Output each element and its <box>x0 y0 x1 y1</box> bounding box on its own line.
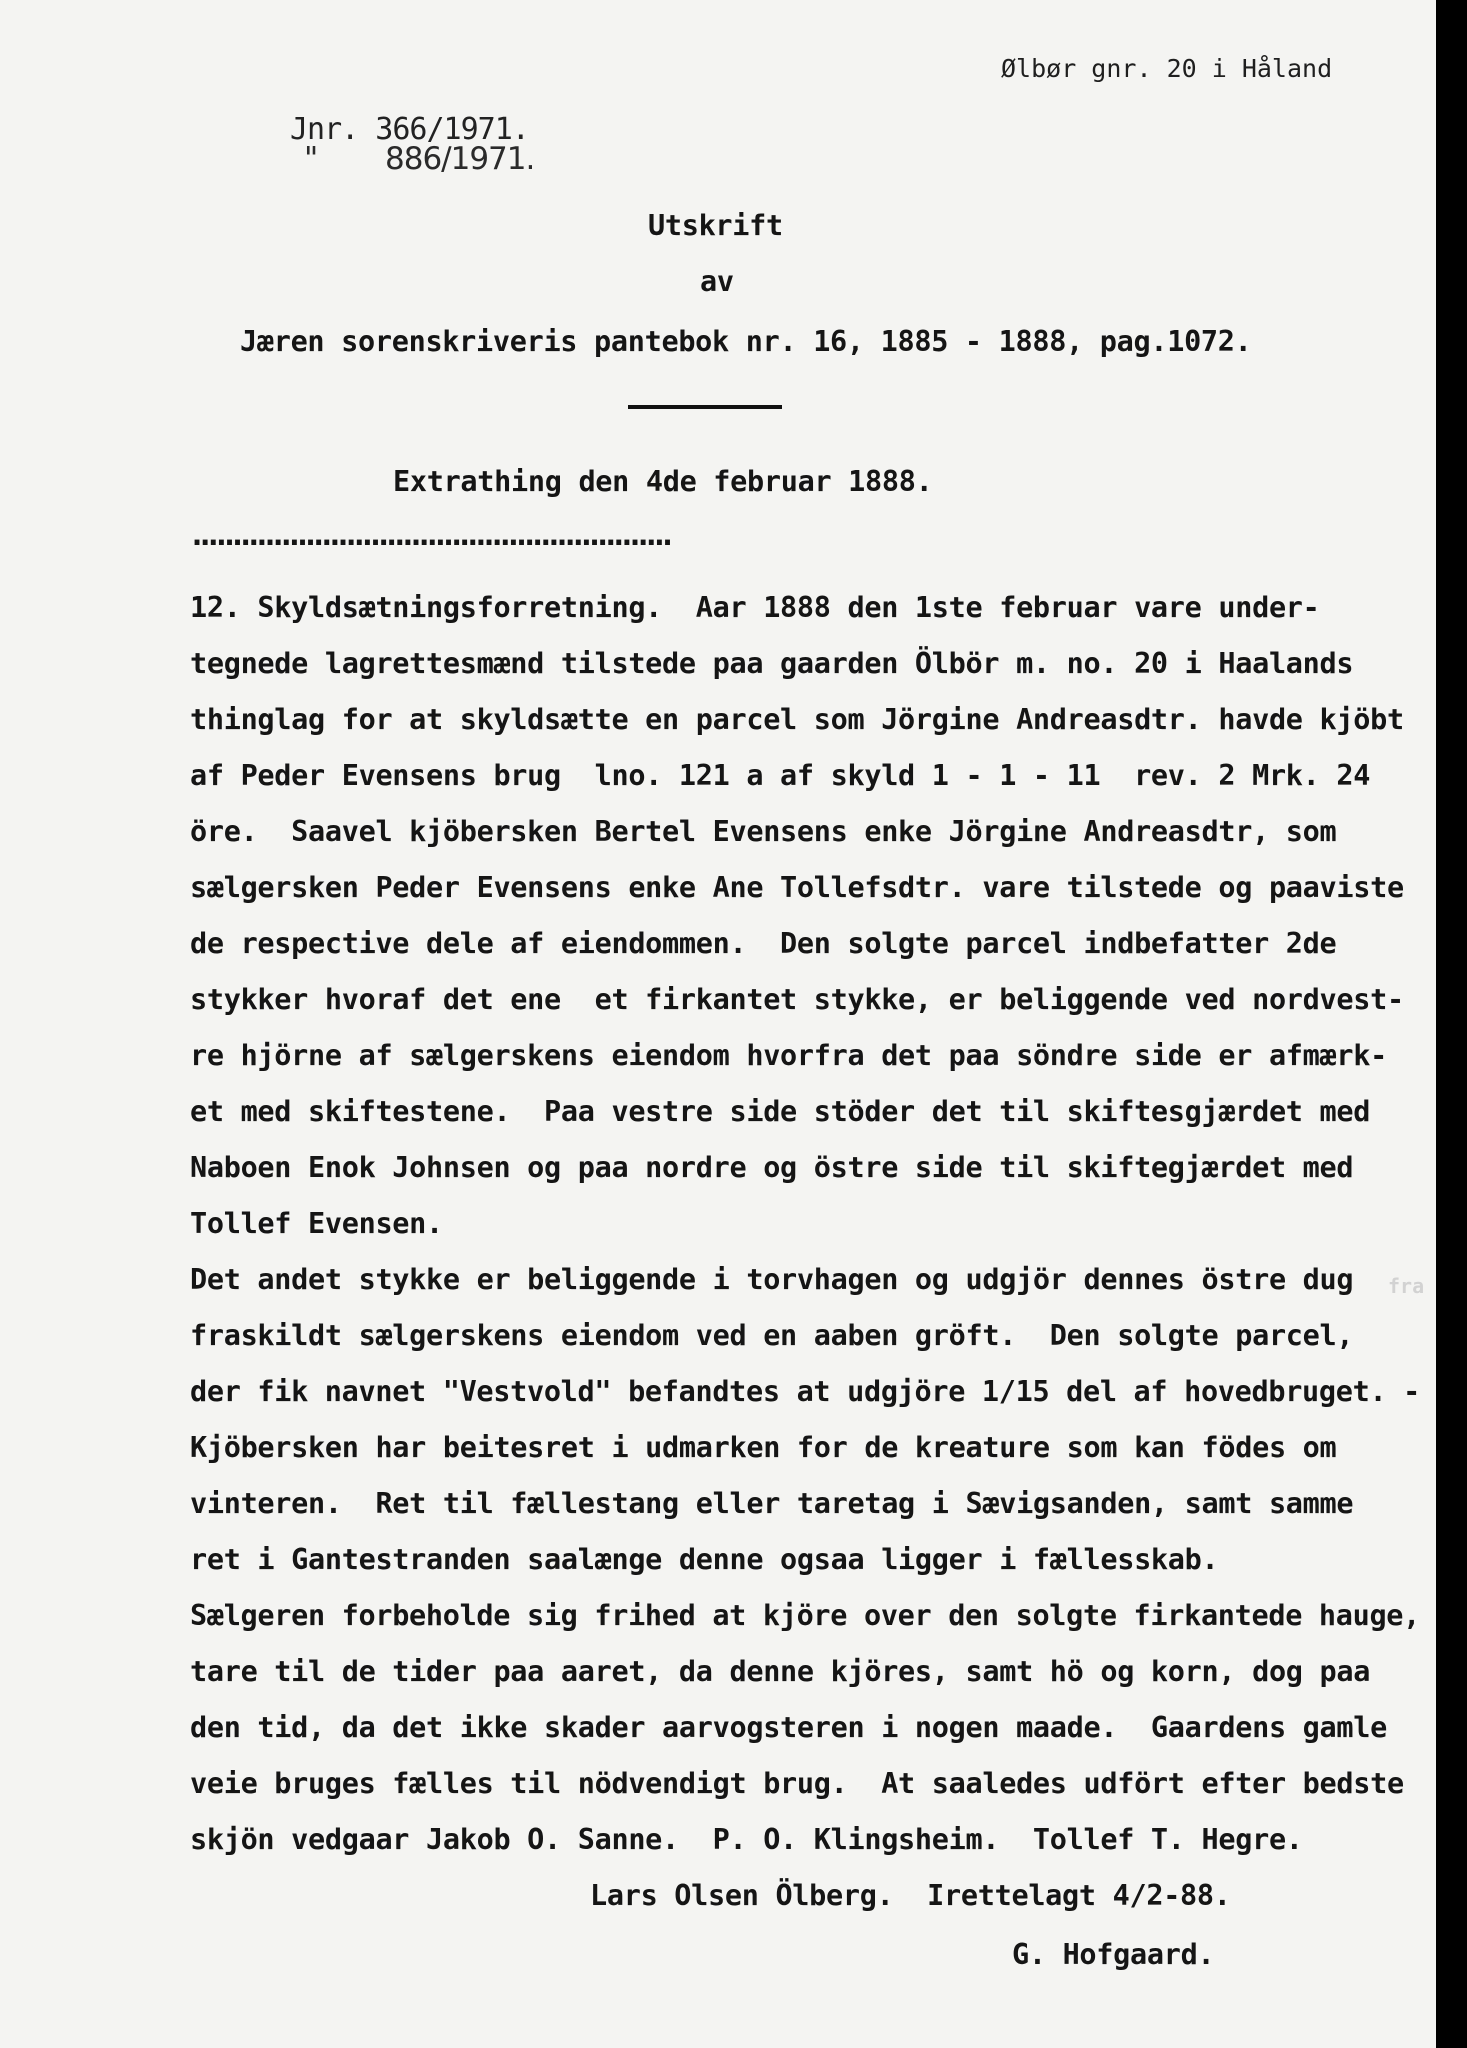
body-line-13: Det andet stykke er beliggende i torvhagen og udgjör dennes östre dug <box>190 1263 1354 1296</box>
body-line-2: tegnede lagrettesmænd tilstede paa gaarden Ölbör m. no. 20 i Haalands <box>190 647 1354 680</box>
journal-number-2-ditto-mark: " <box>304 141 319 177</box>
title-underline <box>628 405 782 409</box>
body-line-14: fraskildt sælgerskens eiendom ved en aaben gröft. Den solgte parcel, <box>190 1319 1354 1352</box>
top-right-reference: Ølbør gnr. 20 i Håland <box>1001 54 1333 83</box>
body-line-18: ret i Gantestranden saalænge denne ogsaa ligger i fællesskab. <box>190 1543 1219 1576</box>
body-line-16: Kjöbersken har beitesret i udmarken for de kreature som kan födes om <box>190 1431 1337 1464</box>
body-line-15: der fik navnet "Vestvold" befandtes at udgjöre 1/15 del af hovedbruget. - <box>190 1375 1420 1408</box>
body-line-4: af Peder Evensens brug lno. 121 a af skyld 1 - 1 - 11 rev. 2 Mrk. 24 <box>190 759 1371 792</box>
body-line-12: Tollef Evensen. <box>190 1207 443 1240</box>
body-line-9: re hjörne af sælgerskens eiendom hvorfra det paa söndre side er afmærk- <box>190 1039 1387 1072</box>
body-line-11: Naboen Enok Johnsen og paa nordre og östre side til skiftegjærdet med <box>190 1151 1354 1184</box>
body-line-1: 12. Skyldsætningsforretning. Aar 1888 den 1ste februar vare under- <box>190 591 1320 624</box>
journal-number-1: Jnr. 366/1971. <box>290 112 529 147</box>
title-source: Jæren sorenskriveris pantebok nr. 16, 1885 - 1888, pag.1072. <box>240 325 1252 358</box>
body-line-7: de respective dele af eiendommen. Den solgte parcel indbefatter 2de <box>190 927 1337 960</box>
body-line-20: tare til de tider paa aaret, da denne kjöres, samt hö og korn, dog paa <box>190 1655 1371 1688</box>
body-line-21: den tid, da det ikke skader aarvogsteren i nogen maade. Gaardens gamle <box>190 1711 1387 1744</box>
session-heading: Extrathing den 4de februar 1888. <box>393 465 933 498</box>
body-line-19: Sælgeren forbeholde sig frihed at kjöre over den solgte firkantede hauge, <box>190 1599 1420 1632</box>
body-line-6: sælgersken Peder Evensens enke Ane Tollefsdtr. vare tilstede og paaviste <box>190 871 1404 904</box>
body-line-22: veie bruges fælles til nödvendigt brug. At saaledes udfört efter bedste <box>190 1767 1404 1800</box>
faint-bleed-text: fra <box>1388 1274 1425 1298</box>
title-utskrift: Utskrift <box>648 209 783 242</box>
body-line-5: öre. Saavel kjöbersken Bertel Evensens enke Jörgine Andreasdtr, som <box>190 815 1337 848</box>
body-line-17: vinteren. Ret til fællestang eller taretag i Sævigsanden, samt samme <box>190 1487 1354 1520</box>
signature-line-2: G. Hofgaard. <box>1012 1938 1215 1971</box>
body-line-23: skjön vedgaar Jakob O. Sanne. P. O. Klingsheim. Tollef T. Hegre. <box>190 1823 1303 1856</box>
body-line-8: stykker hvoraf det ene et firkantet stykke, er beliggende ved nordvest- <box>190 983 1404 1016</box>
body-line-10: et med skiftestene. Paa vestre side stöder det til skiftesgjærdet med <box>190 1095 1371 1128</box>
dotted-separator: ........................................................... <box>188 518 667 553</box>
journal-number-2: 886/1971. <box>385 141 535 177</box>
body-line-3: thinglag for at skyldsætte en parcel som Jörgine Andreasdtr. havde kjöbt <box>190 703 1404 736</box>
title-av: av <box>700 265 734 298</box>
signature-line-1: Lars Olsen Ölberg. Irettelagt 4/2-88. <box>590 1879 1231 1912</box>
